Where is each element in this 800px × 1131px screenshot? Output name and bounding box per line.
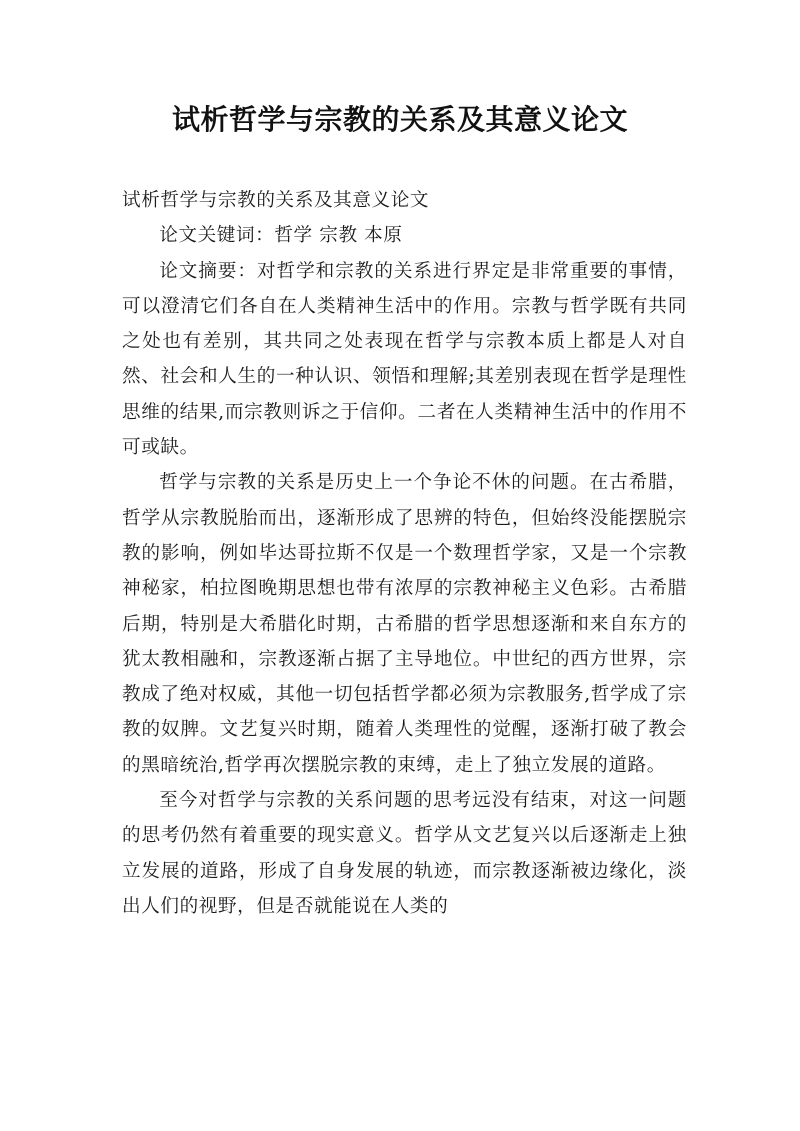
- paragraph-abstract: 论文摘要：对哲学和宗教的关系进行界定是非常重要的事情，可以澄清它们各自在人类精神生活中的作用。宗教与哲学既有共同之处也有差别，其共同之处表现在哲学与宗教本质上都是人对自然、社会和人生的一种认识、领悟和理解;其差别表现在哲学是理性思维的结果,而宗教则诉之于信仰。二者在人类精神生活中的作用不可或缺。: [122, 260, 687, 459]
- document-title: 试析哲学与宗教的关系及其意义论文: [171, 103, 628, 136]
- paragraph-history: 哲学与宗教的关系是历史上一个争论不休的问题。在古希腊，哲学从宗教脱胎而出，逐渐形成了思辨的特色，但始终没能摆脱宗教的影响，例如毕达哥拉斯不仅是一个数理哲学家，又是一个宗教神秘家，柏拉图晚期思想也带有浓厚的宗教神秘主义色彩。古希腊后期，特别是大希腊化时期，古希腊的哲学思想逐渐和来自东方的犹太教相融和，宗教逐渐占据了主导地位。中世纪的西方世界，宗教成了绝对权威，其他一切包括哲学都必须为宗教服务,哲学成了宗教的奴脾。文艺复兴时期，随着人类理性的觉醒，逐渐打破了教会的黑暗统治,哲学再次摆脱宗教的束缚，走上了独立发展的道路。: [122, 472, 687, 776]
- paragraph-keywords: 论文关键词：哲学 宗教 本原: [159, 225, 403, 247]
- document-body: [122, 183, 687, 924]
- paragraph-repeated-title: 试析哲学与宗教的关系及其意义论文: [122, 190, 430, 211]
- paragraph-significance: 至今对哲学与宗教的关系问题的思考远没有结束，对这一问题的思考仍然有着重要的现实意义。哲学从文艺复兴以后逐渐走上独立发展的道路，形成了自身发展的轨迹，而宗教逐渐被边缘化，淡出人们的视野，但是否就能说在人类的: [122, 790, 687, 917]
